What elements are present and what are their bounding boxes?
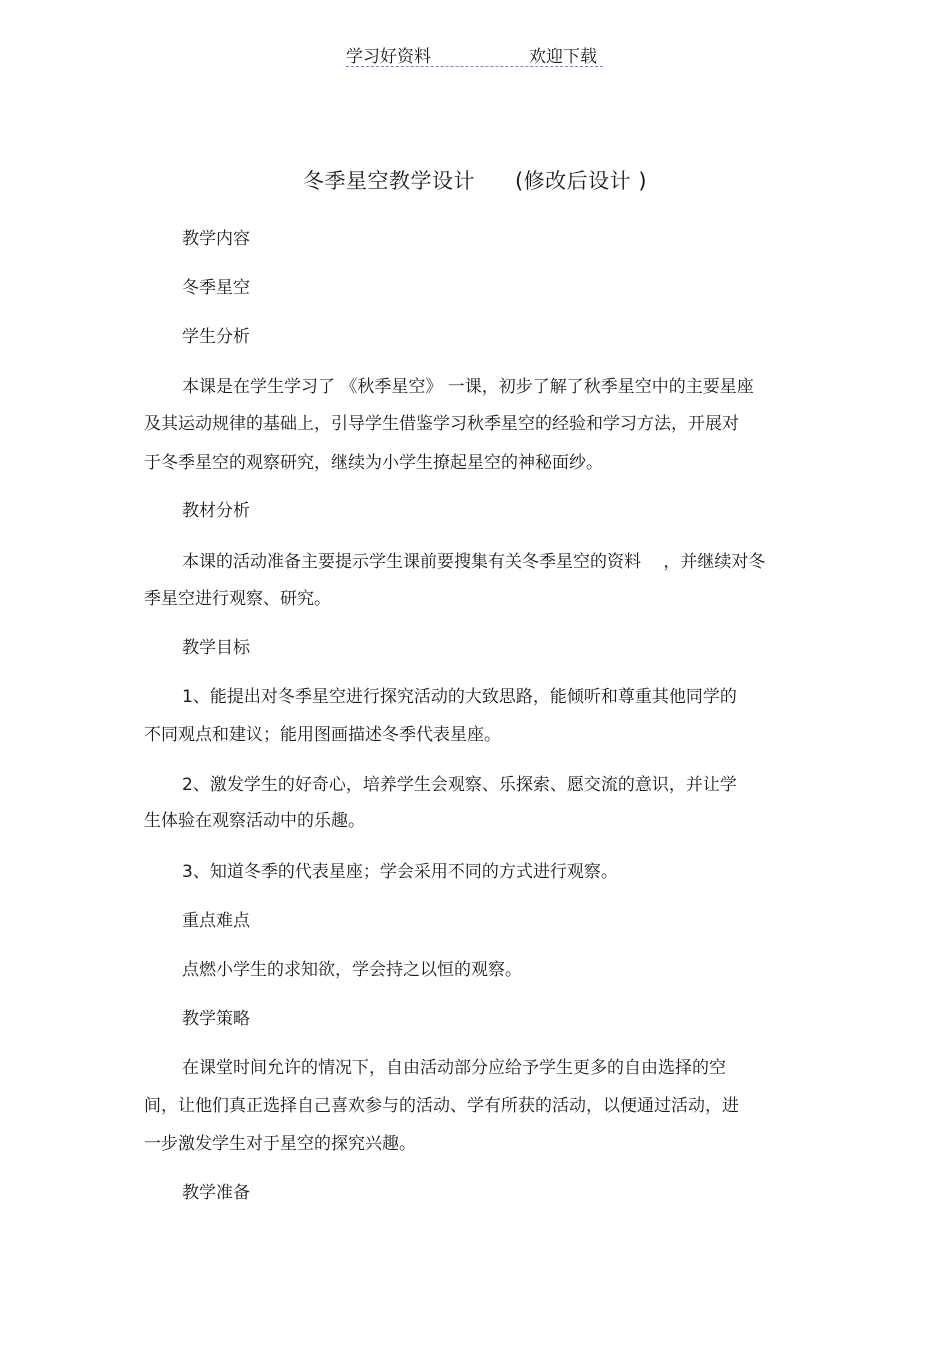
paragraph-line: 间，让他们真正选择自己喜欢参与的活动、学有所获的活动，以便通过活动，进 — [144, 1096, 739, 1116]
section-heading: 学生分析 — [182, 327, 250, 347]
page-header — [346, 40, 603, 67]
paragraph-line: 季星空进行观察、研究。 — [144, 589, 331, 609]
paragraph-line: 1、能提出对冬季星空进行探究活动的大致思路，能倾听和尊重其他同学的 — [182, 687, 737, 707]
paragraph-line: 一步激发学生对于星空的探究兴趣。 — [144, 1134, 416, 1154]
section-heading: 教学内容 — [182, 229, 250, 249]
title-sub: (修改后设计 ) — [514, 169, 648, 193]
section-heading: 教学策略 — [182, 1009, 250, 1029]
document-title — [0, 165, 950, 195]
paragraph-line: 不同观点和建议；能用图画描述冬季代表星座。 — [144, 725, 501, 745]
section-heading: 教学准备 — [182, 1183, 250, 1203]
section-heading: 教学目标 — [182, 638, 250, 658]
header-right-text: 欢迎下载 — [529, 47, 597, 67]
paragraph-line: 3、知道冬季的代表星座；学会采用不同的方式进行观察。 — [182, 862, 618, 882]
header-left-text: 学习好资料 — [346, 47, 431, 67]
section-heading: 重点难点 — [182, 911, 250, 931]
paragraph-line: 在课堂时间允许的情况下，自由活动部分应给予学生更多的自由选择的空 — [182, 1058, 726, 1078]
paragraph-line: 冬季星空 — [182, 278, 250, 298]
paragraph-line: 生体验在观察活动中的乐趣。 — [144, 811, 365, 831]
paragraph-line: 本课是在学生学习了 《秋季星空》 一课，初步了解了秋季星空中的主要星座 — [182, 377, 754, 397]
title-main: 冬季星空教学设计 — [302, 169, 475, 193]
paragraph-line: 及其运动规律的基础上，引导学生借鉴学习秋季星空的经验和学习方法，开展对 — [144, 414, 739, 434]
paragraph-line: 2、激发学生的好奇心，培养学生会观察、乐探索、愿交流的意识，并让学 — [182, 775, 737, 795]
section-heading: 教材分析 — [182, 501, 250, 521]
paragraph-line: 本课的活动准备主要提示学生课前要搜集有关冬季星空的资料 ，并继续对冬 — [182, 552, 766, 572]
paragraph-line: 于冬季星空的观察研究，继续为小学生撩起星空的神秘面纱。 — [144, 453, 603, 473]
paragraph-line: 点燃小学生的求知欲，学会持之以恒的观察。 — [182, 960, 522, 980]
